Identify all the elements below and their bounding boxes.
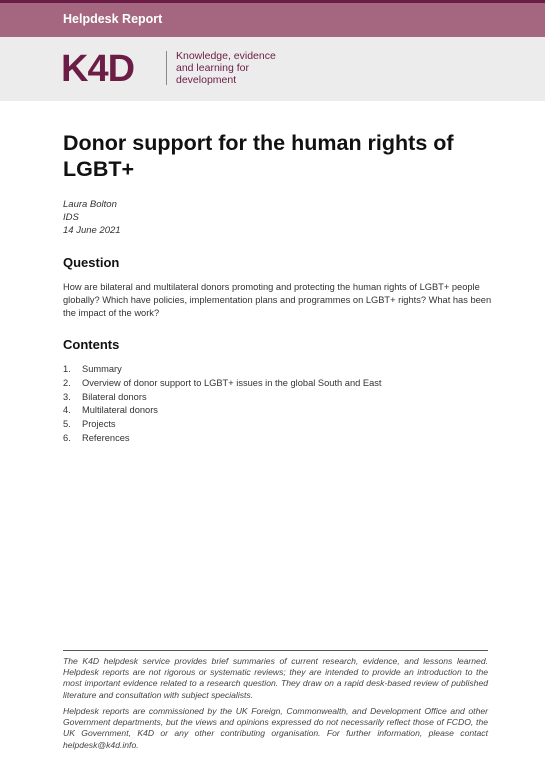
contents-heading: Contents <box>63 337 120 352</box>
author: Laura Bolton <box>63 199 117 210</box>
document-meta <box>63 198 121 237</box>
contents-list <box>63 363 381 446</box>
publication-date: 14 June 2021 <box>63 225 121 236</box>
logo-divider <box>166 51 167 85</box>
contents-item <box>63 432 381 446</box>
k4d-logo: K4D <box>61 48 135 90</box>
contents-item-label: Overview of donor support to LGBT+ issues in the global South and East <box>82 377 382 388</box>
contents-item-number: 4. <box>63 405 71 416</box>
contents-item-number: 3. <box>63 391 71 402</box>
contents-item <box>63 391 381 405</box>
contents-item-label: References <box>82 432 130 443</box>
contents-item <box>63 363 381 377</box>
document-title: Donor support for the human rights of LGBT+ <box>63 131 454 181</box>
brand-band <box>0 37 545 101</box>
footer-divider <box>63 650 488 651</box>
footer-disclaimer-1: The K4D helpdesk service provides brief summaries of current research, evidence, and lessons learned. Helpdesk reports are not rigorous or systematic reviews; they are intended to provide an introduction to the most important evidence related to a research question. They draw on a rapid desk-based review of published literature and consultation with subject specialists. <box>63 656 488 700</box>
contents-item-label: Bilateral donors <box>82 391 147 402</box>
contents-item <box>63 377 381 391</box>
footer-disclaimer-2: Helpdesk reports are commissioned by the UK Foreign, Commonwealth, and Development Office and other Government departments, but the views and opinions expressed do not necessarily reflect those of FCDO, the UK Government, K4D or any other contributing organisation. For further information, please contact helpdesk@k4d.info. <box>63 706 488 750</box>
institution: IDS <box>63 212 79 223</box>
logo-tagline <box>176 50 276 86</box>
tagline-line-1: Knowledge, evidence <box>176 50 276 62</box>
report-type-label: Helpdesk Report <box>63 12 163 26</box>
contents-item-label: Multilateral donors <box>82 405 158 416</box>
report-type-bar <box>0 0 545 37</box>
contents-item-number: 1. <box>63 364 71 374</box>
contents-item-number: 2. <box>63 377 71 388</box>
contents-item-number: 5. <box>63 419 71 430</box>
question-heading: Question <box>63 255 120 270</box>
tagline-line-2: and learning for <box>176 62 249 74</box>
contents-item-label: Projects <box>82 419 116 430</box>
contents-item-number: 6. <box>63 432 71 443</box>
contents-item <box>63 418 381 432</box>
contents-item-label: Summary <box>82 364 122 374</box>
question-text: How are bilateral and multilateral donors promoting and protecting the human rights of LGBT+ people globally? Which have policies, implementation plans and programmes on LGBT+ rights? What has been the impact of the work? <box>63 282 492 318</box>
tagline-line-3: development <box>176 74 237 86</box>
contents-item <box>63 404 381 418</box>
